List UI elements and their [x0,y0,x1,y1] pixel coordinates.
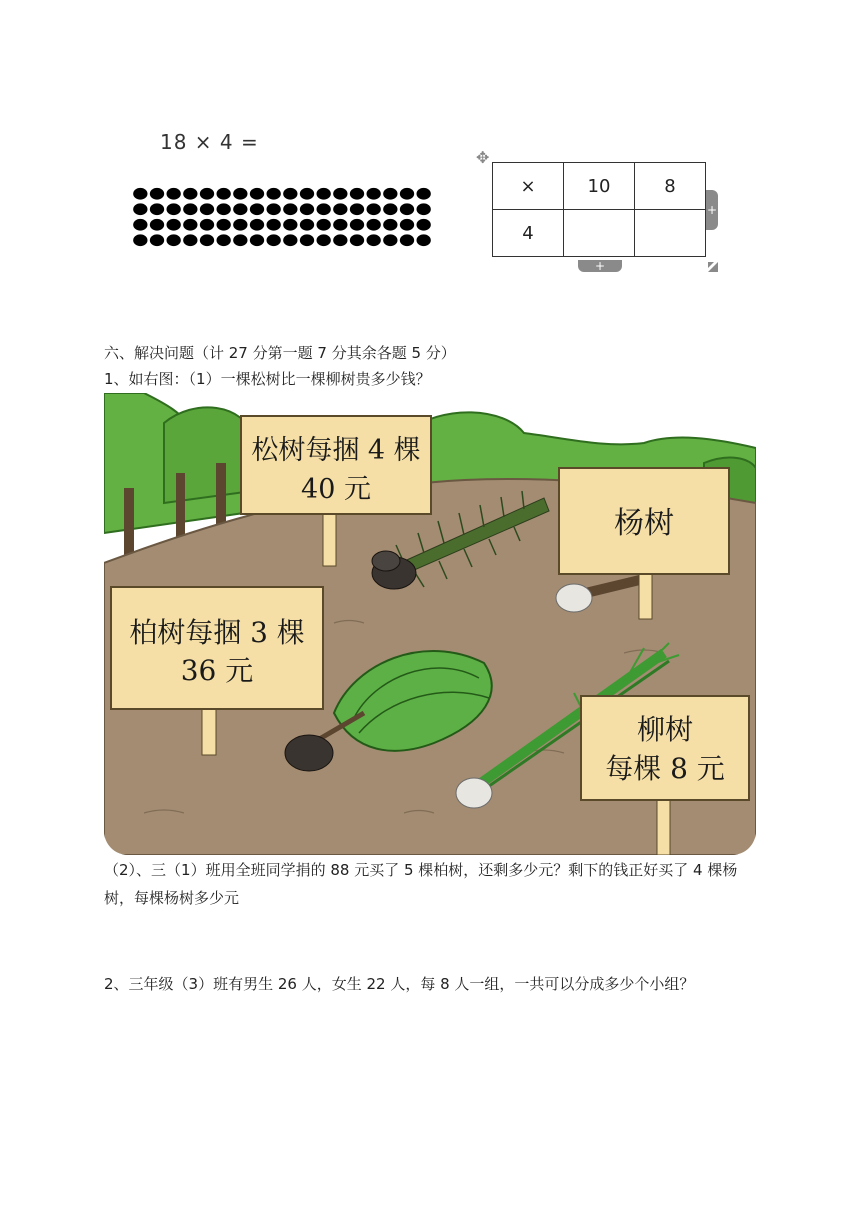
dot [183,234,197,246]
table-move-icon[interactable]: ✥ [476,148,490,167]
pine-sign-line-1: 松树每捆 4 棵 [251,435,421,466]
dot [267,188,281,200]
dot [333,234,347,246]
dot [200,219,214,231]
dot [317,234,331,246]
tree-price-illustration [104,393,756,855]
poplar-sign-label: 杨树 [614,506,674,541]
question-1-part-1: 1、如右图：（1）一棵松树比一棵柳树贵多少钱？ [104,370,431,388]
table-cell: 8 [635,163,706,210]
dot [233,203,247,215]
table-cell: 10 [564,163,635,210]
dot [200,203,214,215]
table-row [493,163,706,210]
dot [150,188,164,200]
dot [150,219,164,231]
dot [317,203,331,215]
willow-sign-line-2: 每棵 8 元 [605,752,725,785]
answer-cell[interactable] [564,210,635,257]
dot [233,188,247,200]
dot [383,234,397,246]
dot [367,219,381,231]
dot [300,219,314,231]
dot [250,219,264,231]
multiplication-grid [492,162,706,257]
table-cell: 4 [493,210,564,257]
cypress-sign-line-2: 36 元 [180,654,254,687]
dot [217,219,231,231]
dot [367,234,381,246]
dot [283,203,297,215]
dot [183,188,197,200]
dot [133,203,147,215]
dot [317,188,331,200]
dot [150,203,164,215]
question-2: 2、三年级（3）班有男生 26 人，女生 22 人，每 8 人一组，一共可以分成多少个小组？ [104,975,695,993]
add-row-icon[interactable]: + [578,260,622,272]
dot [333,203,347,215]
dot [400,188,414,200]
dot [200,234,214,246]
dot [267,219,281,231]
dot [317,219,331,231]
dot [417,234,431,246]
question-1-part-2: （2）、三（1）班用全班同学捐的 88 元买了 5 棵柏树，还剩多少元？剩下的钱正好买了 4 棵杨树，每棵杨树多少元 [104,861,738,907]
dot [167,234,181,246]
dot [283,219,297,231]
dot [367,203,381,215]
dot [417,203,431,215]
dot [350,203,364,215]
dot [250,203,264,215]
dot [383,203,397,215]
table-row [493,210,706,257]
dot [233,219,247,231]
dot [217,188,231,200]
dot [283,188,297,200]
add-column-icon[interactable]: + [706,190,718,230]
resize-icon[interactable] [708,262,718,272]
dot [300,203,314,215]
dot [250,234,264,246]
dot [150,234,164,246]
dot [417,188,431,200]
dot [250,188,264,200]
dot [350,219,364,231]
dot [350,188,364,200]
dot [267,203,281,215]
dot [300,234,314,246]
dot [200,188,214,200]
table-cell: × [493,163,564,210]
dot [217,203,231,215]
dot [133,188,147,200]
dot [167,219,181,231]
equation-text: 18 × 4 = [160,130,259,154]
dot [183,203,197,215]
dot [233,234,247,246]
dot [133,219,147,231]
dot [217,234,231,246]
dot [417,219,431,231]
dot [133,234,147,246]
dot-array [132,186,432,248]
section-heading: 六、解决问题（计 27 分第一题 7 分其余各题 5 分） [104,344,456,362]
dot [350,234,364,246]
dot [333,188,347,200]
dot [300,188,314,200]
dot [333,219,347,231]
dot [400,219,414,231]
dot [383,188,397,200]
pine-sign-line-2: 40 元 [301,474,371,505]
dot [367,188,381,200]
dot [383,219,397,231]
dot [167,203,181,215]
answer-cell[interactable] [635,210,706,257]
dot [283,234,297,246]
dot [167,188,181,200]
dot [183,219,197,231]
willow-sign-line-1: 柳树 [636,713,694,746]
dot [400,203,414,215]
cypress-sign-line-1: 柏树每捆 3 棵 [129,616,305,649]
dot [267,234,281,246]
dot [400,234,414,246]
